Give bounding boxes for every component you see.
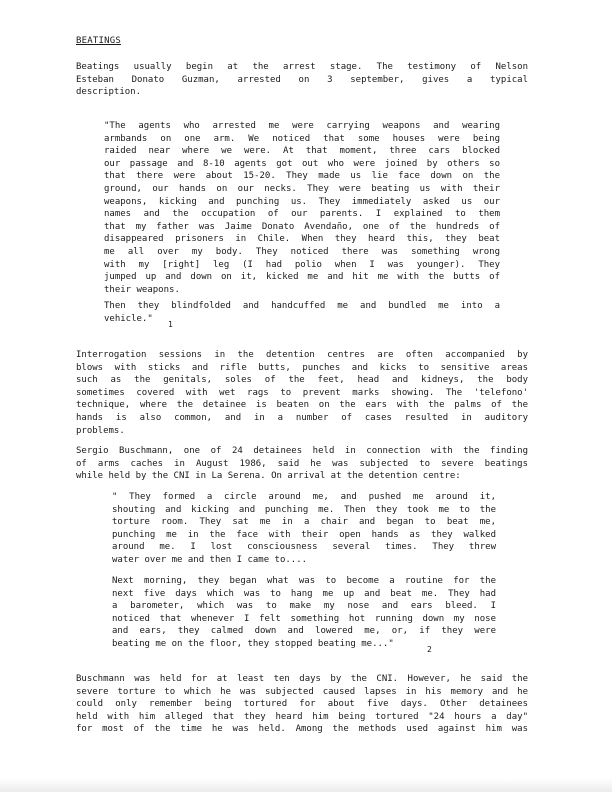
text-line: sometimes covered with wet rags to prevent marks showing. The 'telefono' xyxy=(76,387,528,398)
text-line: Esteban Donato Guzman, arrested on 3 september, gives a typical xyxy=(76,74,528,85)
text-line: around me. I lost consciousness several times. They threw xyxy=(112,542,496,553)
text-line: technique, where the detainee is beaten on the ears with the palms of the xyxy=(76,400,528,411)
text-line: severe torture to which he was subjected caused lapses in his memory and he xyxy=(76,686,528,697)
text-line: raided near where we were. At that moment, three cars blocked xyxy=(104,146,500,157)
text-line: their weapons. xyxy=(104,284,180,295)
text-line: our passage and 8-10 agents got out who were joined by others so xyxy=(104,158,500,169)
text-line: such as the genitals, soles of the feet, head and kidneys, the body xyxy=(76,375,528,386)
text-line: Then they blindfolded and handcuffed me and bundled me into a xyxy=(104,301,500,311)
text-line: water over me and then I came to.... xyxy=(112,554,308,565)
text-line: names and the occupation of our parents. I explained to them xyxy=(104,209,500,220)
text-line: with my [right] leg (I had polio when I was younger). They xyxy=(104,259,500,270)
text-line: held with him alleged that they heard him being tortured "24 hours a day" xyxy=(76,711,528,722)
text-line: and ears, they calmed down and lowered me, or, if they were xyxy=(112,626,496,637)
text-line: Next morning, they began what was to become a routine for the xyxy=(112,576,496,586)
section-heading: BEATINGS xyxy=(76,36,121,46)
text-line: weapons, kicking and punching us. They immediately asked us our xyxy=(104,196,500,207)
text-line: noticed that whenever I felt something hot running down my nose xyxy=(112,613,496,624)
text-line: blows with sticks and rifle butts, punches and kicks to sensitive areas xyxy=(76,362,528,373)
text-line: next five days which was to hang me up and beat me. They had xyxy=(112,588,496,599)
text-line: Beatings usually begin at the arrest stage. The testimony of Nelson xyxy=(76,62,528,72)
text-line: me all over my body. They noticed there was something wrong xyxy=(104,246,500,257)
footnote-marker-1: 1 xyxy=(168,320,173,329)
text-line: jumped up and down on it, kicked me and hit me with the butts of xyxy=(104,272,500,283)
testimony-quote-2-closing xyxy=(112,575,496,651)
text-line: problems. xyxy=(76,425,125,436)
text-line: Sergio Buschmann, one of 24 detainees held in connection with the finding xyxy=(76,446,528,456)
text-line: of arms caches in August 1986, said he was subjected to severe beatings xyxy=(76,458,528,469)
text-line: for most of the time he was held. Among the methods used against him was xyxy=(76,724,528,735)
page-bottom-shadow xyxy=(0,778,612,792)
text-line: description. xyxy=(76,87,142,98)
text-line: " They formed a circle around me, and pushed me around it, xyxy=(112,492,496,502)
interrogation-paragraph xyxy=(76,349,528,437)
text-line: while held by the CNI in La Serena. On arrival at the detention centre: xyxy=(76,471,461,482)
text-line: shouting and kicking and punching me. Then they took me to the xyxy=(112,504,496,515)
text-line: that my father was Jaime Donato Avendaño, one of the hundreds of xyxy=(104,221,500,232)
text-line: armbands on one arm. We noticed that some houses were being xyxy=(104,133,500,144)
text-line: Interrogation sessions in the detention centres are often accompanied by xyxy=(76,350,528,360)
text-line: torture room. They sat me in a chair and began to beat me, xyxy=(112,517,496,528)
testimony-quote-1 xyxy=(104,120,500,296)
text-line: that there were about 15-20. They made us lie face down on the xyxy=(104,171,500,182)
text-line: vehicle." xyxy=(104,313,153,324)
intro-paragraph xyxy=(76,61,528,99)
text-line: hands is also common, and in a number of cases resulted in auditory xyxy=(76,412,528,423)
footnote-marker-2: 2 xyxy=(427,645,432,654)
closing-paragraph xyxy=(76,673,528,736)
text-line: Buschmann was held for at least ten days by the CNI. However, he said the xyxy=(76,674,528,684)
text-line: ground, our hands on our necks. They were beating us with their xyxy=(104,183,500,194)
text-line: disappeared prisoners in Chile. When they heard this, they beat xyxy=(104,234,500,245)
testimony-quote-1-closing xyxy=(104,300,500,325)
text-line: a barometer, which was to make my nose and ears bleed. I xyxy=(112,601,496,612)
text-line: could only remember being tortured for about five days. Other detainees xyxy=(76,699,528,710)
testimony-quote-2 xyxy=(112,491,496,567)
text-line: beating me on the floor, they stopped beating me..." xyxy=(112,638,394,649)
text-line: punching me in the face with their open hands as they walked xyxy=(112,529,496,540)
text-line: "The agents who arrested me were carrying weapons and wearing xyxy=(104,121,500,131)
buschmann-intro-paragraph xyxy=(76,445,528,483)
